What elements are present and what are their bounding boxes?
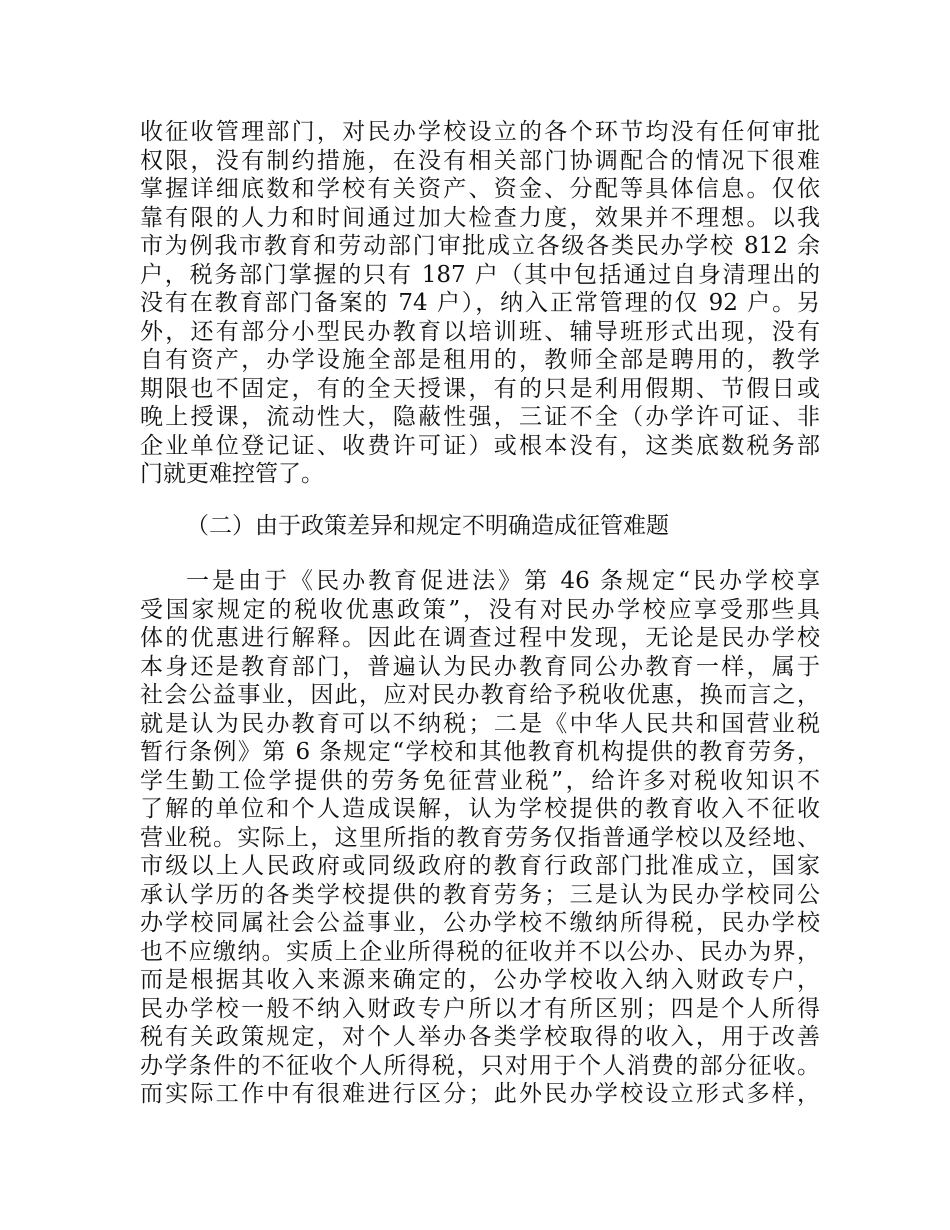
text-line: 靠有限的人力和时间通过加大检查力度，效果并不理想。以我 <box>140 204 820 231</box>
text-line: 而是根据其收入来源来确定的，公办学校收入纳入财政专户， <box>140 967 820 993</box>
text-line: 自有资产，办学设施全部是租用的，教师全部是聘用的，教学 <box>140 347 820 373</box>
text-line: 就是认为民办教育可以不纳税；二是《中华人民共和国营业税 <box>140 710 820 737</box>
text-line: 权限，没有制约措施，在没有相关部门协调配合的情况下很难 <box>140 147 820 174</box>
text-line: 户，税务部门掌握的只有 187 户（其中包括通过自身清理出的 <box>140 261 820 288</box>
text-line: 期限也不固定，有的全天授课，有的只是利用假期、节假日或 <box>140 375 820 402</box>
text-line: 门就更难控管了。 <box>140 461 324 487</box>
text-line: 晚上授课，流动性大，隐蔽性强，三证不全（办学许可证、非 <box>140 404 820 430</box>
text-line: 本身还是教育部门，普遍认为民办教育同公办教育一样，属于 <box>140 653 820 680</box>
text-line: 社会公益事业，因此，应对民办教育给予税收优惠，换而言之， <box>140 682 820 708</box>
text-line: 也不应缴纳。实质上企业所得税的征收并不以公办、民办为界， <box>140 938 820 965</box>
text-line: 市级以上人民政府或同级政府的教育行政部门批准成立，国家 <box>140 853 820 879</box>
paragraph-policy-differences <box>140 567 820 1109</box>
text-line: 掌握详细底数和学校有关资产、资金、分配等具体信息。仅依 <box>140 176 820 202</box>
text-line: 而实际工作中有很难进行区分；此外民办学校设立形式多样， <box>140 1081 820 1107</box>
paragraph-management-gaps <box>140 118 820 489</box>
text-line: 市为例我市教育和劳动部门审批成立各级各类民办学校 812 余 <box>140 233 820 259</box>
text-line: 营业税。实际上，这里所指的教育劳务仅指普通学校以及经地、 <box>140 824 820 851</box>
text-line: 收征收管理部门，对民办学校设立的各个环节均没有任何审批 <box>140 119 820 145</box>
text-line: 学生勤工俭学提供的劳务免征营业税”，给许多对税收知识不 <box>140 767 820 794</box>
text-line: 体的优惠进行解释。因此在调查过程中发现，无论是民办学校 <box>140 625 820 651</box>
text-line: 一是由于《民办教育促进法》第 46 条规定“民办学校享 <box>186 568 820 594</box>
text-line: 受国家规定的税收优惠政策”，没有对民办学校应享受那些具 <box>140 596 820 623</box>
section-heading-text: （二）由于政策差异和规定不明确造成征管难题 <box>186 513 669 539</box>
text-line: 暂行条例》第 6 条规定“学校和其他教育机构提供的教育劳务， <box>140 739 820 765</box>
text-line: 办学条件的不征收个人所得税，只对用于个人消费的部分征收。 <box>140 1052 820 1079</box>
text-line: 了解的单位和个人造成误解，认为学校提供的教育收入不征收 <box>140 796 820 822</box>
text-line: 税有关政策规定，对个人举办各类学校取得的收入，用于改善 <box>140 1024 820 1050</box>
text-line: 民办学校一般不纳入财政专户所以才有所区别；四是个人所得 <box>140 995 820 1022</box>
text-line: 承认学历的各类学校提供的教育劳务；三是认为民办学校同公 <box>140 881 820 908</box>
text-line: 企业单位登记证、收费许可证）或根本没有，这类底数税务部 <box>140 432 820 459</box>
text-line: 外，还有部分小型民办教育以培训班、辅导班形式出现，没有 <box>140 318 820 345</box>
text-line: 办学校同属社会公益事业，公办学校不缴纳所得税，民办学校 <box>140 910 820 936</box>
text-line: 没有在教育部门备案的 74 户），纳入正常管理的仅 92 户。另 <box>140 290 820 316</box>
section-heading <box>140 512 820 541</box>
